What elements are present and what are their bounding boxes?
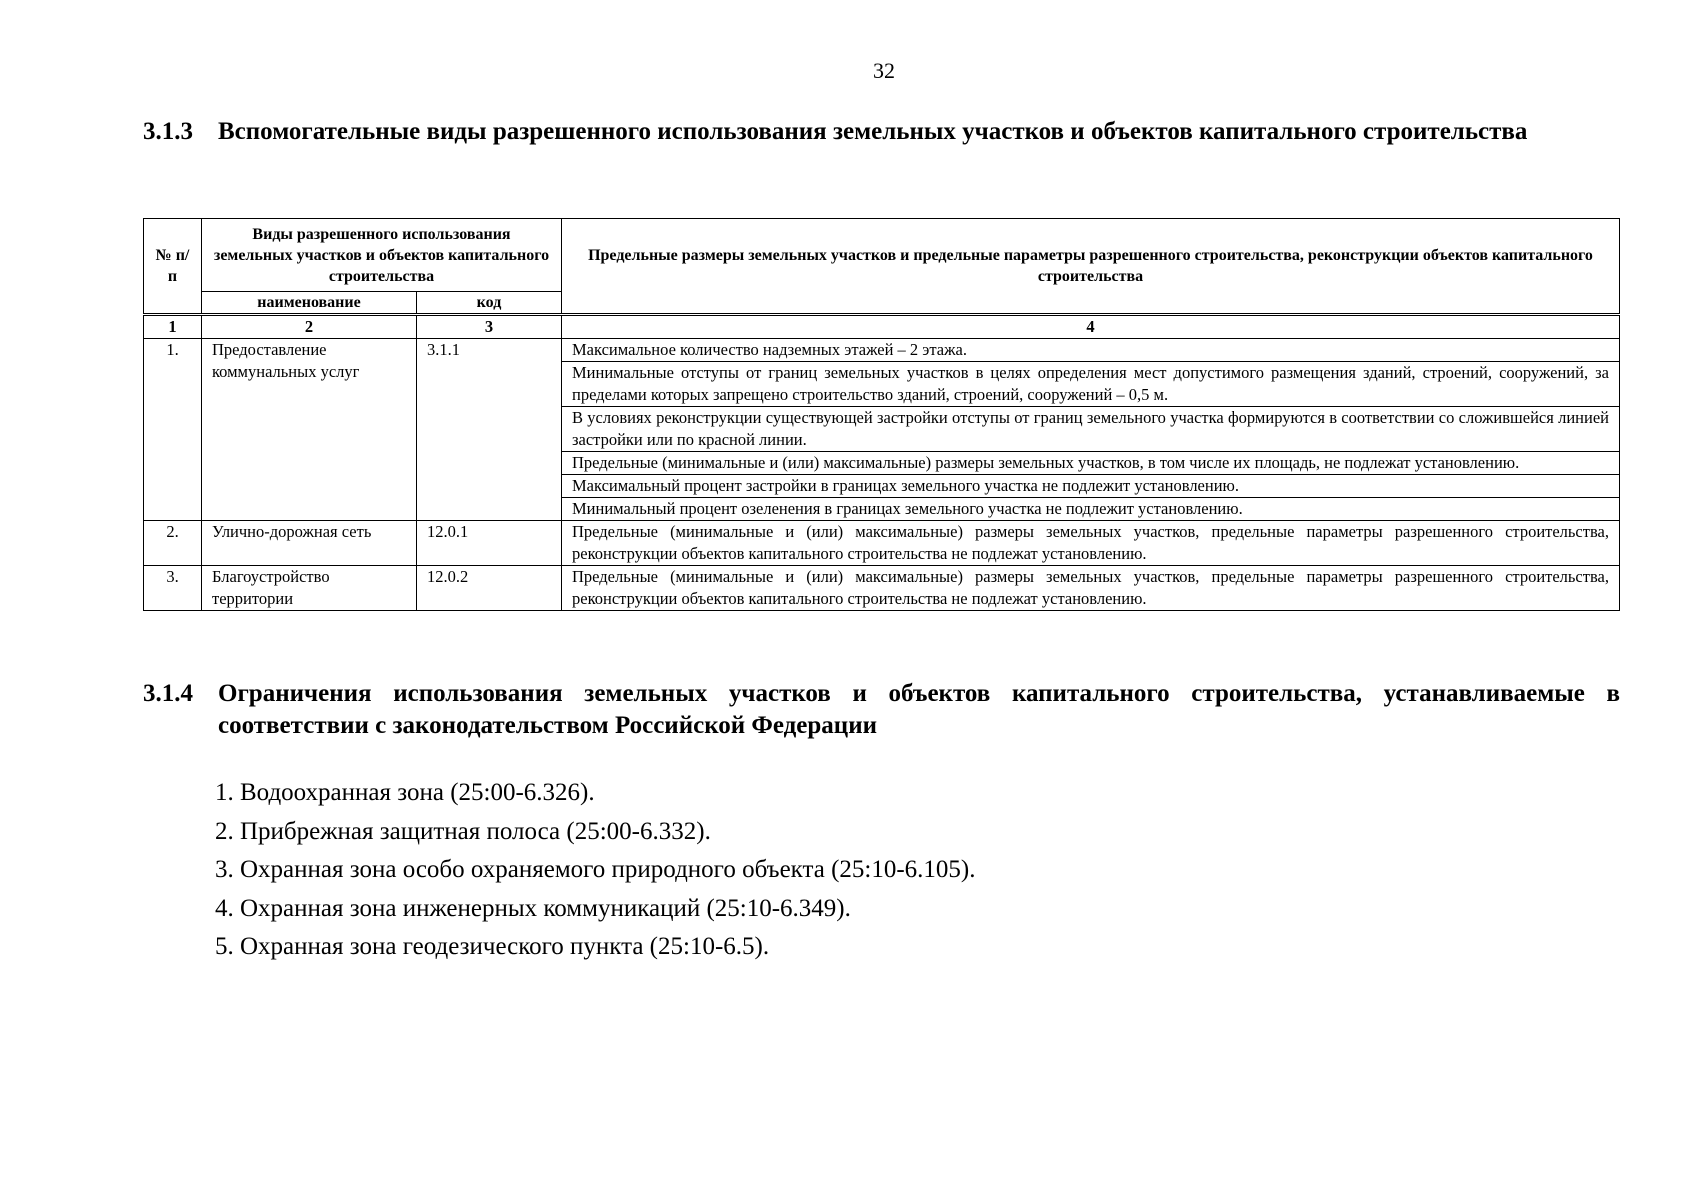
column-index: 4: [562, 316, 1620, 339]
header-name: наименование: [202, 292, 417, 314]
row-name: Улично-дорожная сеть: [202, 521, 417, 566]
row-number: 1.: [144, 339, 202, 521]
header-types-group: Виды разрешенного использования земельных участков и объектов капитального строительства: [202, 219, 562, 292]
row-param: В условиях реконструкции существующей застройки отступы от границ земельного участка формируются в соответствии со сложившейся линией застройки или по красной линии.: [562, 407, 1620, 452]
section-title: Вспомогательные виды разрешенного использования земельных участков и объектов капитального строительства: [218, 118, 1528, 145]
row-code: 12.0.2: [417, 566, 562, 611]
list-item: 5. Охранная зона геодезического пункта (25:10-6.5).: [215, 933, 770, 960]
header-num: № п/п: [144, 219, 202, 314]
row-param: Максимальный процент застройки в границах земельного участка не подлежит установлению.: [562, 475, 1620, 498]
list-item: 1. Водоохранная зона (25:00-6.326).: [215, 779, 595, 806]
row-param: Максимальное количество надземных этажей – 2 этажа.: [562, 339, 1620, 362]
row-param: Предельные (минимальные и (или) максимальные) размеры земельных участков, предельные параметры разрешенного строительства, реконструкции объектов капитального строительства не подлежат установлению.: [562, 521, 1620, 566]
table-row: [144, 566, 1620, 611]
row-name: Предоставление коммунальных услуг: [202, 339, 417, 521]
header-code: код: [417, 292, 562, 314]
row-code: 12.0.1: [417, 521, 562, 566]
row-param: Минимальный процент озеленения в границах земельного участка не подлежит установлению.: [562, 498, 1620, 521]
table-header: [143, 218, 1620, 314]
column-index: 2: [202, 316, 417, 339]
header-params: Предельные размеры земельных участков и предельные параметры разрешенного строительства, реконструкции объектов капитального строительства: [562, 219, 1620, 314]
restrictions-list: [215, 774, 976, 967]
page-number: 32: [873, 58, 895, 83]
section-heading-3-1-3: [143, 116, 1620, 148]
section-heading-3-1-4: [143, 678, 1620, 742]
table-body: [143, 315, 1620, 611]
section-number: 3.1.3: [143, 118, 193, 145]
section-title: Ограничения использования земельных участков и объектов капитального строительства, устанавливаемые в соответствии с законодательством Российской Федерации: [218, 680, 1620, 739]
row-code: 3.1.1: [417, 339, 562, 521]
list-item: 3. Охранная зона особо охраняемого природного объекта (25:10-6.105).: [215, 856, 976, 883]
row-name: Благоустройство территории: [202, 566, 417, 611]
section-number: 3.1.4: [143, 680, 193, 707]
table-row: [144, 339, 1620, 362]
list-item: 2. Прибрежная защитная полоса (25:00-6.332).: [215, 817, 711, 845]
column-index-row: [144, 316, 1620, 339]
list-item: 4. Охранная зона инженерных коммуникаций (25:10-6.349).: [215, 894, 851, 922]
row-param: Предельные (минимальные и (или) максимальные) размеры земельных участков, в том числе их площадь, не подлежат установлению.: [562, 452, 1620, 475]
row-param: Предельные (минимальные и (или) максимальные) размеры земельных участков, предельные параметры разрешенного строительства, реконструкции объектов капитального строительства не подлежат установлению.: [562, 566, 1620, 611]
table-row: [144, 521, 1620, 566]
column-index: 1: [144, 316, 202, 339]
row-param: Минимальные отступы от границ земельных участков в целях определения мест допустимого размещения зданий, строений, сооружений, за пределами которых запрещено строительство зданий, строений, сооружений – 0,5 м.: [562, 362, 1620, 407]
row-number: 2.: [144, 521, 202, 566]
row-number: 3.: [144, 566, 202, 611]
column-index: 3: [417, 316, 562, 339]
